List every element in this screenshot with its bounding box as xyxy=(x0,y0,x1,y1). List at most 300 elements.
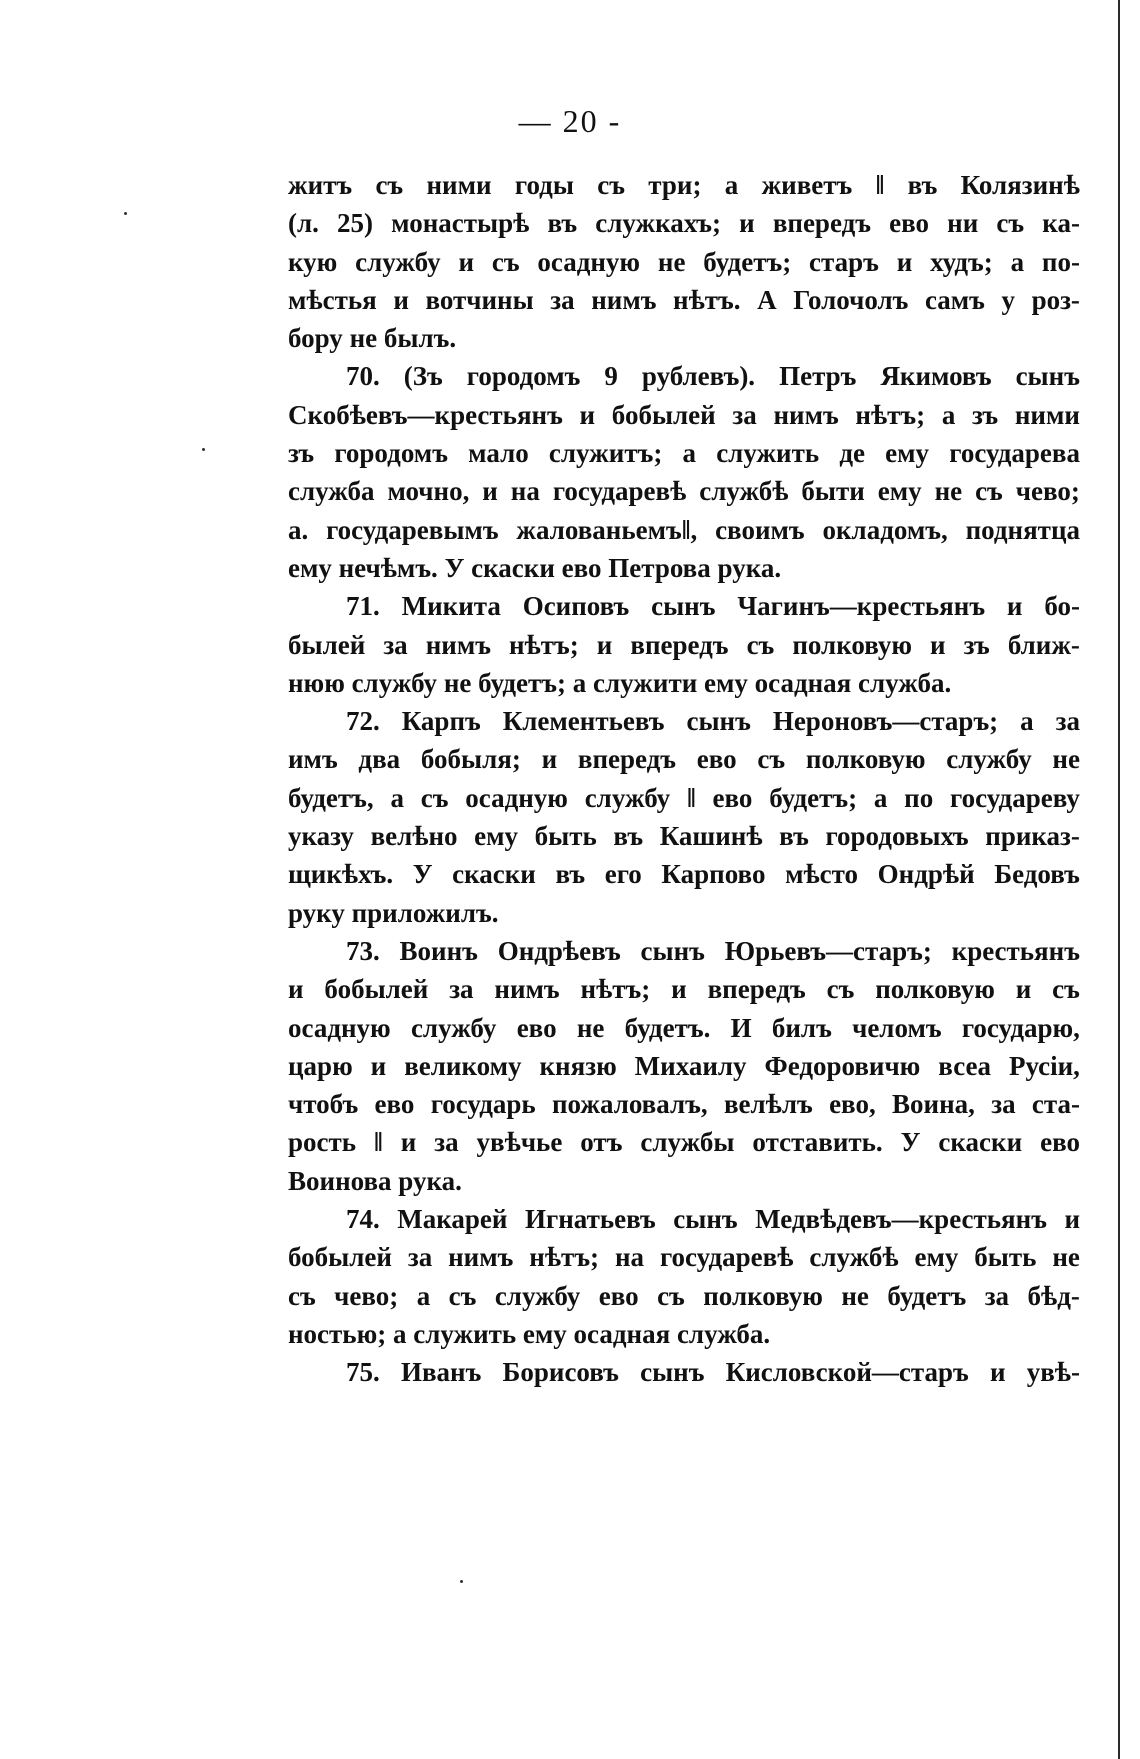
word: Ондрѣевъ xyxy=(497,935,621,966)
word: ево xyxy=(712,782,753,813)
word: билъ xyxy=(771,1012,832,1043)
word: не xyxy=(1052,1242,1080,1273)
text-line xyxy=(288,1200,1080,1238)
word: увѣ- xyxy=(1026,1357,1080,1388)
word: нимъ xyxy=(494,974,560,1005)
word: 25) xyxy=(337,208,374,239)
word: службу xyxy=(946,744,1032,775)
word: скаски xyxy=(452,859,536,890)
word: не xyxy=(841,1280,869,1311)
word: служба xyxy=(288,476,375,507)
page-number: — 20 - xyxy=(518,103,622,139)
word: царю xyxy=(288,1050,353,1081)
word: ста- xyxy=(1031,1089,1080,1120)
word: роз- xyxy=(1031,284,1080,315)
word: а xyxy=(724,170,739,200)
word: былъ. xyxy=(383,323,457,354)
word: Воина, xyxy=(892,1089,975,1120)
text-line xyxy=(288,1085,1080,1123)
word: ‖ xyxy=(686,782,696,813)
word: и xyxy=(482,476,498,507)
word: челомъ xyxy=(852,1012,942,1043)
word: за xyxy=(550,284,575,315)
word: осадная xyxy=(754,667,859,698)
word: три; xyxy=(648,170,702,200)
text-line xyxy=(288,511,1080,549)
word: въ xyxy=(555,859,586,890)
word: скаски xyxy=(471,552,562,583)
word: за xyxy=(407,1242,433,1273)
word: а xyxy=(572,667,594,698)
word: сынъ xyxy=(673,1204,738,1235)
word: ка- xyxy=(1042,208,1080,239)
word: съ xyxy=(597,170,625,200)
word: сынъ xyxy=(640,1357,705,1388)
word: служить xyxy=(716,438,820,469)
word: за xyxy=(434,1127,459,1158)
word: старъ xyxy=(809,246,879,277)
word: служитъ; xyxy=(548,438,663,469)
word: монастырѣ xyxy=(391,208,530,239)
word: и xyxy=(989,1357,1006,1388)
word: государевѣ xyxy=(659,1242,794,1273)
word: Осиповъ xyxy=(522,591,630,622)
word: службу xyxy=(355,246,441,277)
word: на xyxy=(510,476,540,507)
word: окладомъ, xyxy=(822,514,948,545)
word: впередъ xyxy=(772,208,871,239)
text-line xyxy=(288,970,1080,1008)
word: а xyxy=(1020,706,1034,737)
word: государю, xyxy=(961,1012,1080,1043)
word: службѣ xyxy=(699,476,789,507)
word: государевѣ xyxy=(552,476,687,507)
word: Русіи, xyxy=(1008,1050,1080,1081)
word: полковую xyxy=(805,744,926,775)
word: Федоровичю xyxy=(764,1050,921,1081)
scan-speck xyxy=(124,212,127,215)
word: мочно, xyxy=(387,476,470,507)
word: ему xyxy=(474,821,519,852)
word: Карпово xyxy=(661,859,766,890)
word: ни xyxy=(947,208,979,239)
word: зъ xyxy=(963,629,990,660)
word: У xyxy=(900,1127,921,1158)
word: два xyxy=(358,744,401,775)
word: 9 xyxy=(604,361,618,392)
word: за xyxy=(383,629,408,660)
word: Воинъ xyxy=(399,935,478,966)
word: мѣсто xyxy=(785,859,859,890)
word: отъ xyxy=(580,1127,623,1158)
text-line xyxy=(288,740,1080,778)
text-line xyxy=(288,472,1080,510)
word: служба. xyxy=(858,667,952,698)
word: за xyxy=(991,1089,1016,1120)
text-line xyxy=(288,817,1080,855)
word: Голочолъ xyxy=(793,284,909,315)
word: нимъ xyxy=(591,284,657,315)
word: городомъ xyxy=(334,438,448,469)
word: 74. xyxy=(346,1204,380,1235)
text-line xyxy=(288,702,1080,740)
word: ево xyxy=(889,208,930,239)
word: мѣстья xyxy=(288,284,377,315)
text-line xyxy=(288,587,1080,625)
word: ево xyxy=(516,1012,557,1043)
word: съ xyxy=(757,744,786,775)
word: Клементьевъ xyxy=(502,706,665,737)
word: будетъ xyxy=(887,1280,967,1311)
word: полковую xyxy=(703,1280,823,1311)
word: служити xyxy=(593,667,705,698)
word: приказ- xyxy=(985,821,1080,852)
word: съ xyxy=(288,1280,316,1311)
word: городомъ xyxy=(466,361,581,392)
word: государевымъ xyxy=(326,514,499,545)
word: Борисовъ xyxy=(502,1357,619,1388)
word: а xyxy=(941,399,956,430)
word: Нероновъ—старъ; xyxy=(772,706,999,737)
word: государева xyxy=(949,438,1080,469)
word: своимъ xyxy=(715,514,805,545)
word: въ xyxy=(907,170,938,200)
word: и xyxy=(1064,1204,1080,1235)
text-line xyxy=(288,166,1080,204)
word: ему xyxy=(288,552,339,583)
word: нечѣмъ. xyxy=(338,552,445,583)
word: рость xyxy=(288,1127,357,1158)
word: рублевъ). xyxy=(641,361,756,392)
text-line xyxy=(288,1123,1080,1161)
text-line xyxy=(288,1009,1080,1047)
word: худъ; xyxy=(930,246,993,277)
word: за xyxy=(449,974,474,1005)
word: чево; xyxy=(1015,476,1080,507)
word: былей xyxy=(288,629,366,660)
word: Михаилу xyxy=(634,1050,747,1081)
text-line xyxy=(288,357,1080,395)
word: и xyxy=(896,246,913,277)
word: будетъ. xyxy=(624,1012,711,1043)
word: съ xyxy=(746,629,775,660)
word: сынъ xyxy=(640,935,705,966)
word: ближ- xyxy=(1007,629,1080,660)
word: Кашинѣ xyxy=(659,821,763,852)
word: нимъ xyxy=(773,399,839,430)
word: нимъ xyxy=(425,629,491,660)
word: И xyxy=(730,1012,752,1043)
scan-speck xyxy=(202,448,205,451)
word: будетъ; xyxy=(478,667,573,698)
word: не xyxy=(443,667,479,698)
word: Петрова xyxy=(608,552,718,583)
text-line xyxy=(288,549,1080,587)
word: бору xyxy=(288,323,350,354)
text-line xyxy=(288,1353,1080,1391)
word: ними xyxy=(1014,399,1080,430)
word: а xyxy=(873,782,888,813)
text-line xyxy=(288,1162,1080,1200)
word: и xyxy=(1015,974,1032,1005)
word: Колязинѣ xyxy=(960,170,1080,200)
word: служить xyxy=(413,1318,523,1349)
word: 75. xyxy=(346,1357,380,1388)
word: щикѣхъ. xyxy=(288,859,394,890)
word: А xyxy=(757,284,777,315)
word: а xyxy=(390,782,404,813)
word: осадную xyxy=(288,1012,391,1043)
word: его xyxy=(604,859,642,890)
word: Медвѣдевъ—крестьянъ xyxy=(755,1204,1047,1235)
word: Микита xyxy=(401,591,501,622)
word: велѣлъ xyxy=(723,1089,813,1120)
text-line xyxy=(288,626,1080,664)
word: будетъ; xyxy=(769,782,858,813)
word: и xyxy=(541,744,558,775)
word: по- xyxy=(1041,246,1080,277)
word: осадную xyxy=(537,246,641,277)
word: нимъ xyxy=(448,1242,514,1273)
word: и xyxy=(739,208,755,239)
word: не xyxy=(934,476,963,507)
word: увѣчье xyxy=(476,1127,563,1158)
word: Ондрѣй xyxy=(877,859,975,890)
word: службу xyxy=(351,667,444,698)
word: и xyxy=(596,629,613,660)
word: Кисловской—старъ xyxy=(725,1357,969,1388)
word: за xyxy=(984,1280,1010,1311)
word: Воинова xyxy=(288,1165,399,1196)
word: Макарей xyxy=(397,1204,508,1235)
word: 73. xyxy=(346,935,380,966)
word: велѣно xyxy=(370,821,458,852)
word: Бедовъ xyxy=(994,859,1080,890)
word: Скобѣевъ—крестьянъ xyxy=(288,399,563,430)
word: вотчины xyxy=(425,284,534,315)
word: съ xyxy=(420,782,449,813)
word: бобылей xyxy=(611,399,716,430)
text-line xyxy=(288,1315,1080,1353)
word: ‖ xyxy=(875,170,885,200)
word: служкахъ; xyxy=(595,208,721,239)
word: указу xyxy=(288,821,354,852)
word: нѣтъ; xyxy=(580,974,651,1005)
word: ему xyxy=(522,1318,574,1349)
word: Чагинъ—крестьянъ xyxy=(737,591,986,622)
text-line xyxy=(288,1047,1080,1085)
word: великому xyxy=(404,1050,522,1081)
word: съ xyxy=(826,974,855,1005)
word: будетъ, xyxy=(288,782,374,813)
word: Петръ xyxy=(779,361,857,392)
word: ними xyxy=(426,170,492,200)
word: полковую xyxy=(792,629,913,660)
word: чтобъ xyxy=(288,1089,359,1120)
word: всеа xyxy=(938,1050,991,1081)
word: Юрьевъ—старъ; xyxy=(724,935,932,966)
word: службу xyxy=(584,782,671,813)
word: Игнатьевъ xyxy=(524,1204,656,1235)
word: зъ xyxy=(972,399,999,430)
word: а xyxy=(1010,246,1025,277)
text-line xyxy=(288,894,1080,932)
word: ему xyxy=(877,476,922,507)
word: осадная xyxy=(573,1318,677,1349)
word: съ xyxy=(375,170,404,200)
word: Иванъ xyxy=(400,1357,482,1388)
word: государь xyxy=(430,1089,536,1120)
word: службы xyxy=(640,1127,735,1158)
word: де xyxy=(839,438,865,469)
word: а. xyxy=(288,514,309,545)
word: 71. xyxy=(346,591,380,622)
word: ‖ xyxy=(374,1127,383,1158)
text-line xyxy=(288,204,1080,242)
text-line xyxy=(288,779,1080,817)
word: нѣтъ; xyxy=(508,629,579,660)
word: нюю xyxy=(288,667,352,698)
word: живетъ xyxy=(761,170,853,200)
word: ево xyxy=(374,1089,415,1120)
word: 72. xyxy=(346,706,380,737)
text-line xyxy=(288,932,1080,970)
text-line xyxy=(288,243,1080,281)
word: службу xyxy=(410,1012,497,1043)
word: осадную xyxy=(465,782,568,813)
word: руку xyxy=(288,897,352,928)
text-line xyxy=(288,319,1080,357)
word: служба. xyxy=(676,1318,771,1349)
word: сынъ xyxy=(1015,361,1080,392)
text-line xyxy=(288,434,1080,472)
word: быти xyxy=(801,476,865,507)
word: въ xyxy=(779,821,809,852)
word: будетъ; xyxy=(703,246,792,277)
word: не xyxy=(349,323,384,354)
word: ему xyxy=(704,667,755,698)
word: по xyxy=(904,782,934,813)
word: на xyxy=(614,1242,645,1273)
word: рука. xyxy=(398,1165,462,1196)
word: и xyxy=(400,1127,417,1158)
word: самъ xyxy=(924,284,985,315)
word: сынъ xyxy=(651,591,716,622)
word: за xyxy=(732,399,757,430)
word: государеву xyxy=(950,782,1080,813)
word: въ xyxy=(613,821,644,852)
word: чево; xyxy=(334,1280,399,1311)
word: житъ xyxy=(288,170,353,200)
word: бобыля; xyxy=(420,744,521,775)
word: и xyxy=(930,629,946,660)
word: имъ xyxy=(288,744,338,775)
word: впередъ xyxy=(577,744,677,775)
word: ево, xyxy=(829,1089,876,1120)
word: съ xyxy=(1052,974,1080,1005)
word: съ xyxy=(975,476,1003,507)
word: и xyxy=(458,246,475,277)
word: а xyxy=(416,1280,431,1311)
word: мало xyxy=(468,438,529,469)
word: князю xyxy=(539,1050,617,1081)
word: бѣд- xyxy=(1027,1280,1080,1311)
text-line xyxy=(288,1277,1080,1315)
word: жалованьемъ‖, xyxy=(516,514,698,545)
word: скаски xyxy=(938,1127,1023,1158)
word: годы xyxy=(514,170,574,200)
word: (Зъ xyxy=(403,361,443,392)
word: не xyxy=(657,246,686,277)
word: и xyxy=(370,1050,387,1081)
word: ево xyxy=(696,744,737,775)
word: и xyxy=(393,284,409,315)
word: 70. xyxy=(346,361,380,392)
word: кую xyxy=(288,246,338,277)
word: и xyxy=(671,974,687,1005)
word: не xyxy=(576,1012,605,1043)
word: быть xyxy=(974,1242,1037,1273)
word: нѣтъ; xyxy=(529,1242,600,1273)
word: У xyxy=(444,552,472,583)
word: ево xyxy=(1040,1127,1080,1158)
word: ностью; xyxy=(288,1318,393,1349)
text-line xyxy=(288,1238,1080,1276)
word: бобылей xyxy=(288,1242,392,1273)
word: ево xyxy=(598,1280,639,1311)
scan-speck xyxy=(460,1580,463,1583)
page-edge-line xyxy=(1118,0,1120,1759)
word: зъ xyxy=(288,438,315,469)
word: впередъ xyxy=(707,974,806,1005)
word: городовыхъ xyxy=(825,821,969,852)
text-line xyxy=(288,281,1080,319)
text-line xyxy=(288,664,1080,702)
word: Карпъ xyxy=(401,706,481,737)
word: ему xyxy=(885,438,930,469)
word: а xyxy=(682,438,696,469)
text-line xyxy=(288,396,1080,434)
word: и xyxy=(288,974,304,1005)
word: полковую xyxy=(875,974,995,1005)
word: бобылей xyxy=(324,974,429,1005)
word: впередъ xyxy=(630,629,729,660)
word: Якимовъ xyxy=(880,361,992,392)
word: и xyxy=(1006,591,1023,622)
word: крестьянъ xyxy=(951,935,1080,966)
word: ево xyxy=(561,552,609,583)
word: а xyxy=(392,1318,414,1349)
word: нѣтъ. xyxy=(673,284,741,315)
word: У xyxy=(412,859,433,890)
word: пожаловалъ, xyxy=(552,1089,708,1120)
word: съ xyxy=(491,246,520,277)
word: бо- xyxy=(1044,591,1080,622)
word: приложилъ. xyxy=(351,897,499,928)
word: службу xyxy=(494,1280,581,1311)
text-line xyxy=(288,855,1080,893)
word: сынъ xyxy=(686,706,751,737)
word: съ xyxy=(448,1280,477,1311)
word: не xyxy=(1052,744,1080,775)
word: поднятца xyxy=(965,514,1080,545)
word: (л. xyxy=(288,208,319,239)
word: нѣтъ; xyxy=(855,399,926,430)
word: съ xyxy=(996,208,1025,239)
word: за xyxy=(1055,706,1080,737)
word: быть xyxy=(534,821,597,852)
word: у xyxy=(1001,284,1015,315)
